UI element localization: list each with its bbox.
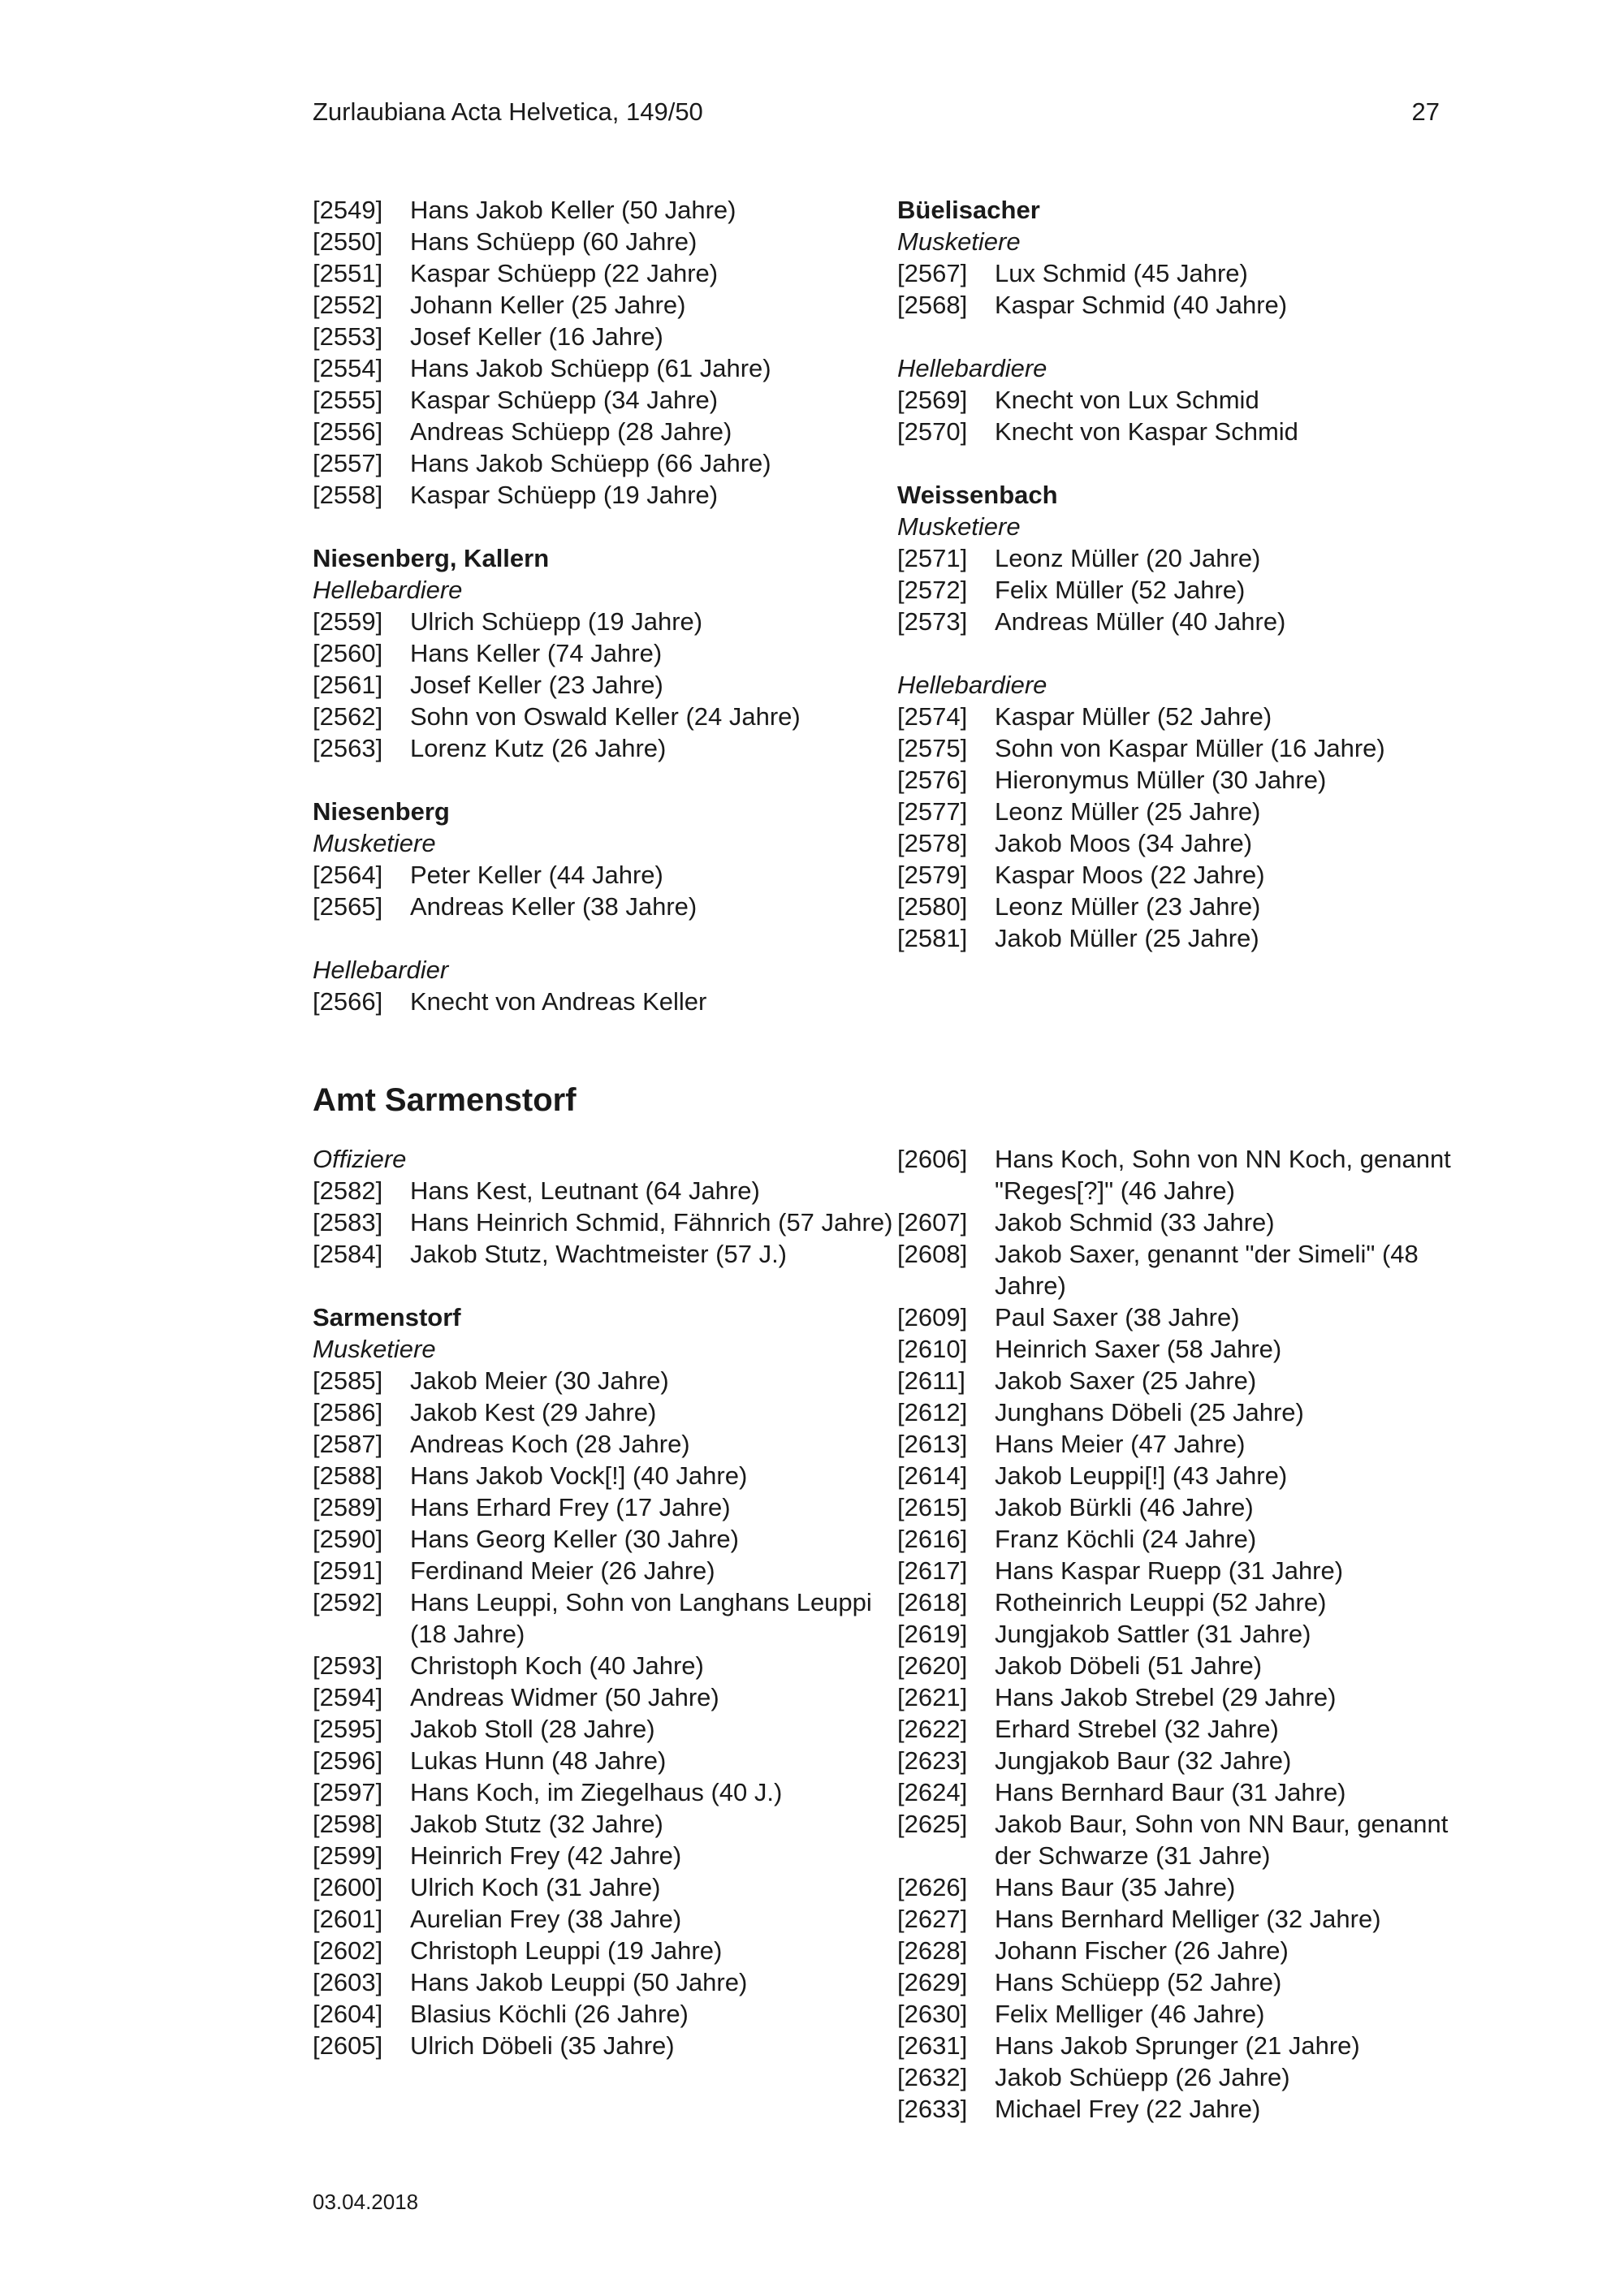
roster-entry	[897, 1776, 1482, 1808]
entry-number: [2628]	[897, 1936, 968, 1965]
entry-name: Michael Frey (22 Jahre)	[995, 2095, 1261, 2123]
entry-number: [2597]	[313, 1778, 383, 1806]
roster-entry	[313, 1966, 897, 1998]
entry-number: [2620]	[897, 1651, 968, 1680]
entry-name: Andreas Müller (40 Jahre)	[995, 607, 1286, 636]
entry-number: [2586]	[313, 1398, 383, 1426]
entry-number: [2603]	[313, 1968, 383, 1996]
entry-number: [2555]	[313, 386, 383, 414]
roster-entry	[313, 1586, 897, 1650]
entry-number: [2557]	[313, 449, 383, 477]
entry-number: [2564]	[313, 861, 383, 889]
roster-entry	[897, 1903, 1482, 1935]
roster-entry	[897, 891, 1482, 922]
rank-subheading: Hellebardiere	[313, 576, 463, 604]
entry-number: [2574]	[897, 702, 968, 731]
place-heading: Niesenberg	[313, 797, 450, 826]
top-right-column	[897, 194, 1482, 954]
roster-entry	[313, 1206, 897, 1238]
entry-name: Hans Jakob Schüepp (66 Jahre)	[410, 449, 771, 477]
entry-name: Jakob Stoll (28 Jahre)	[410, 1715, 655, 1743]
entry-name: Jakob Baur, Sohn von NN Baur, genannt der Schwarze (31 Jahre)	[995, 1810, 1449, 1870]
roster-entry	[313, 1998, 897, 2030]
entry-number: [2589]	[313, 1493, 383, 1521]
entry-number: [2622]	[897, 1715, 968, 1743]
group-spacer	[897, 321, 1482, 352]
roster-entry	[897, 1935, 1482, 1966]
roster-entry	[897, 2030, 1482, 2061]
roster-entry	[313, 1238, 897, 1270]
entry-name: Leonz Müller (20 Jahre)	[995, 544, 1261, 572]
entry-number: [2551]	[313, 259, 383, 287]
roster-entry	[313, 1871, 897, 1903]
entry-number: [2623]	[897, 1746, 968, 1775]
entry-name: Kaspar Schüepp (19 Jahre)	[410, 481, 719, 509]
bottom-right-column	[897, 1143, 1482, 2125]
entry-name: Sohn von Kaspar Müller (16 Jahre)	[995, 734, 1385, 762]
entry-number: [2606]	[897, 1145, 968, 1173]
entry-number: [2599]	[313, 1841, 383, 1870]
roster-entry	[313, 891, 897, 922]
entry-name: Jakob Kest (29 Jahre)	[410, 1398, 657, 1426]
entry-number: [2566]	[313, 987, 383, 1016]
roster-entry	[897, 1460, 1482, 1491]
entry-name: Hans Heinrich Schmid, Fähnrich (57 Jahre)	[410, 1208, 893, 1236]
roster-entry	[897, 1206, 1482, 1238]
entry-name: Jakob Saxer (25 Jahre)	[995, 1366, 1257, 1395]
roster-entry	[897, 1491, 1482, 1523]
entry-name: Kaspar Müller (52 Jahre)	[995, 702, 1272, 731]
entry-number: [2633]	[897, 2095, 968, 2123]
entry-number: [2575]	[897, 734, 968, 762]
entry-name: Andreas Koch (28 Jahre)	[410, 1430, 690, 1458]
roster-entry	[313, 669, 897, 701]
roster-entry	[897, 574, 1482, 606]
roster-entry	[313, 447, 897, 479]
rank-subheading: Offiziere	[313, 1145, 407, 1173]
group-spacer	[897, 447, 1482, 479]
entry-number: [2624]	[897, 1778, 968, 1806]
rank-subheading: Hellebardiere	[897, 671, 1047, 699]
entry-name: Hans Keller (74 Jahre)	[410, 639, 663, 667]
roster-entry	[313, 194, 897, 226]
entry-name: Felix Müller (52 Jahre)	[995, 576, 1246, 604]
entry-name: Paul Saxer (38 Jahre)	[995, 1303, 1240, 1331]
roster-entry	[897, 1713, 1482, 1745]
roster-entry	[313, 1935, 897, 1966]
entry-number: [2556]	[313, 417, 383, 446]
roster-entry	[897, 1523, 1482, 1555]
entry-name: Kaspar Schüepp (22 Jahre)	[410, 259, 719, 287]
entry-name: Knecht von Kaspar Schmid	[995, 417, 1298, 446]
entry-number: [2560]	[313, 639, 383, 667]
entry-name: Josef Keller (16 Jahre)	[410, 322, 663, 351]
roster-entry	[313, 1808, 897, 1840]
entry-name: Lux Schmid (45 Jahre)	[995, 259, 1248, 287]
entry-number: [2602]	[313, 1936, 383, 1965]
entry-name: Jakob Schmid (33 Jahre)	[995, 1208, 1275, 1236]
entry-number: [2567]	[897, 259, 968, 287]
entry-number: [2630]	[897, 2000, 968, 2028]
roster-entry	[313, 986, 897, 1017]
entry-number: [2550]	[313, 227, 383, 256]
rank-subheading: Musketiere	[897, 227, 1021, 256]
entry-number: [2565]	[313, 892, 383, 921]
entry-name: Johann Keller (25 Jahre)	[410, 291, 686, 319]
entry-number: [2561]	[313, 671, 383, 699]
roster-entry	[897, 2093, 1482, 2125]
roster-entry	[897, 1681, 1482, 1713]
entry-number: [2569]	[897, 386, 968, 414]
entry-name: Andreas Keller (38 Jahre)	[410, 892, 698, 921]
entry-name: Franz Köchli (24 Jahre)	[995, 1525, 1257, 1553]
entry-number: [2552]	[313, 291, 383, 319]
roster-entry	[313, 1903, 897, 1935]
entry-number: [2612]	[897, 1398, 968, 1426]
entry-name: Hans Kaspar Ruepp (31 Jahre)	[995, 1556, 1344, 1585]
roster-entry	[313, 606, 897, 637]
entry-number: [2626]	[897, 1873, 968, 1901]
roster-entry	[313, 2030, 897, 2061]
entry-name: Hans Schüepp (52 Jahre)	[995, 1968, 1282, 1996]
entry-name: Jungjakob Sattler (31 Jahre)	[995, 1620, 1311, 1648]
entry-number: [2573]	[897, 607, 968, 636]
entry-name: Hans Kest, Leutnant (64 Jahre)	[410, 1176, 760, 1205]
entry-number: [2631]	[897, 2031, 968, 2060]
entry-name: Aurelian Frey (38 Jahre)	[410, 1905, 682, 1933]
entry-number: [2608]	[897, 1240, 968, 1268]
group-spacer	[313, 922, 897, 954]
roster-entry	[897, 764, 1482, 796]
entry-number: [2549]	[313, 196, 383, 224]
roster-entry	[897, 1650, 1482, 1681]
entry-name: Josef Keller (23 Jahre)	[410, 671, 663, 699]
entry-number: [2613]	[897, 1430, 968, 1458]
entry-number: [2582]	[313, 1176, 383, 1205]
roster-entry	[897, 796, 1482, 827]
roster-entry	[897, 859, 1482, 891]
entry-name: Hans Koch, Sohn von NN Koch, genannt "Reges[?]" (46 Jahre)	[995, 1145, 1451, 1205]
entry-number: [2593]	[313, 1651, 383, 1680]
entry-number: [2570]	[897, 417, 968, 446]
entry-number: [2618]	[897, 1588, 968, 1616]
entry-name: Heinrich Saxer (58 Jahre)	[995, 1335, 1282, 1363]
roster-entry	[313, 1745, 897, 1776]
roster-entry	[897, 1365, 1482, 1396]
entry-name: Erhard Strebel (32 Jahre)	[995, 1715, 1279, 1743]
group-spacer	[897, 637, 1482, 669]
roster-entry	[313, 701, 897, 732]
entry-name: Heinrich Frey (42 Jahre)	[410, 1841, 682, 1870]
entry-number: [2587]	[313, 1430, 383, 1458]
entry-number: [2629]	[897, 1968, 968, 1996]
entry-name: Ulrich Koch (31 Jahre)	[410, 1873, 661, 1901]
entry-name: Hans Koch, im Ziegelhaus (40 J.)	[410, 1778, 783, 1806]
entry-number: [2601]	[313, 1905, 383, 1933]
rank-subheading: Hellebardiere	[897, 354, 1047, 382]
entry-name: Ferdinand Meier (26 Jahre)	[410, 1556, 715, 1585]
entry-number: [2571]	[897, 544, 968, 572]
roster-entry	[897, 289, 1482, 321]
entry-number: [2568]	[897, 291, 968, 319]
roster-entry	[897, 1618, 1482, 1650]
place-heading: Büelisacher	[897, 196, 1040, 224]
entry-name: Hans Jakob Keller (50 Jahre)	[410, 196, 736, 224]
entry-number: [2583]	[313, 1208, 383, 1236]
entry-name: Lorenz Kutz (26 Jahre)	[410, 734, 667, 762]
entry-number: [2610]	[897, 1335, 968, 1363]
entry-name: Ulrich Schüepp (19 Jahre)	[410, 607, 703, 636]
entry-name: Jakob Moos (34 Jahre)	[995, 829, 1253, 857]
entry-number: [2609]	[897, 1303, 968, 1331]
entry-name: Peter Keller (44 Jahre)	[410, 861, 663, 889]
entry-number: [2585]	[313, 1366, 383, 1395]
roster-entry	[313, 1396, 897, 1428]
entry-number: [2600]	[313, 1873, 383, 1901]
roster-entry	[897, 384, 1482, 416]
entry-name: Kaspar Moos (22 Jahre)	[995, 861, 1265, 889]
roster-entry	[313, 1523, 897, 1555]
roster-entry	[313, 289, 897, 321]
entry-name: Leonz Müller (25 Jahre)	[995, 797, 1261, 826]
entry-number: [2632]	[897, 2063, 968, 2091]
entry-name: Jakob Stutz, Wachtmeister (57 J.)	[410, 1240, 788, 1268]
entry-number: [2595]	[313, 1715, 383, 1743]
roster-entry	[897, 1998, 1482, 2030]
roster-entry	[313, 479, 897, 511]
roster-entry	[897, 1808, 1482, 1871]
roster-entry	[313, 1713, 897, 1745]
entry-number: [2604]	[313, 2000, 383, 2028]
entry-name: Johann Fischer (26 Jahre)	[995, 1936, 1289, 1965]
entry-number: [2596]	[313, 1746, 383, 1775]
bottom-left-column	[313, 1143, 897, 2061]
running-header	[313, 96, 1440, 128]
roster-entry	[897, 1586, 1482, 1618]
roster-entry	[897, 1966, 1482, 1998]
roster-entry	[313, 416, 897, 447]
roster-entry	[897, 1238, 1482, 1301]
entry-name: Hans Jakob Vock[!] (40 Jahre)	[410, 1461, 748, 1490]
roster-entry	[313, 226, 897, 257]
entry-name: Hans Jakob Sprunger (21 Jahre)	[995, 2031, 1360, 2060]
entry-number: [2553]	[313, 322, 383, 351]
roster-entry	[897, 1555, 1482, 1586]
entry-number: [2580]	[897, 892, 968, 921]
entry-number: [2581]	[897, 924, 968, 952]
roster-entry	[313, 257, 897, 289]
entry-name: Kaspar Schmid (40 Jahre)	[995, 291, 1288, 319]
entry-number: [2591]	[313, 1556, 383, 1585]
roster-entry	[897, 1333, 1482, 1365]
place-heading: Weissenbach	[897, 481, 1058, 509]
roster-entry	[313, 1428, 897, 1460]
entry-number: [2592]	[313, 1588, 383, 1616]
entry-number: [2619]	[897, 1620, 968, 1648]
entry-name: Hans Bernhard Baur (31 Jahre)	[995, 1778, 1346, 1806]
entry-name: Hans Erhard Frey (17 Jahre)	[410, 1493, 731, 1521]
roster-entry	[313, 637, 897, 669]
entry-number: [2627]	[897, 1905, 968, 1933]
entry-name: Christoph Leuppi (19 Jahre)	[410, 1936, 723, 1965]
roster-entry	[897, 1745, 1482, 1776]
roster-entry	[897, 2061, 1482, 2093]
entry-name: Felix Melliger (46 Jahre)	[995, 2000, 1265, 2028]
entry-name: Jakob Stutz (32 Jahre)	[410, 1810, 663, 1838]
place-heading: Niesenberg, Kallern	[313, 544, 550, 572]
roster-entry	[313, 1460, 897, 1491]
group-spacer	[313, 1270, 897, 1301]
roster-entry	[897, 701, 1482, 732]
roster-entry	[897, 1871, 1482, 1903]
entry-name: Rotheinrich Leuppi (52 Jahre)	[995, 1588, 1327, 1616]
entry-name: Ulrich Döbeli (35 Jahre)	[410, 2031, 675, 2060]
roster-entry	[313, 321, 897, 352]
entry-number: [2562]	[313, 702, 383, 731]
entry-name: Jakob Saxer, genannt "der Simeli" (48 Jahre)	[995, 1240, 1419, 1300]
entry-number: [2615]	[897, 1493, 968, 1521]
entry-name: Junghans Döbeli (25 Jahre)	[995, 1398, 1304, 1426]
entry-name: Hans Bernhard Melliger (32 Jahre)	[995, 1905, 1381, 1933]
roster-entry	[897, 542, 1482, 574]
entry-number: [2605]	[313, 2031, 383, 2060]
entry-name: Kaspar Schüepp (34 Jahre)	[410, 386, 719, 414]
roster-entry	[897, 1396, 1482, 1428]
place-heading: Sarmenstorf	[313, 1303, 461, 1331]
roster-entry	[897, 1428, 1482, 1460]
footer-date: 03.04.2018	[313, 2190, 419, 2214]
entry-name: Knecht von Lux Schmid	[995, 386, 1259, 414]
roster-entry	[313, 859, 897, 891]
entry-name: Hans Leuppi, Sohn von Langhans Leuppi (18 Jahre)	[410, 1588, 872, 1648]
entry-name: Sohn von Oswald Keller (24 Jahre)	[410, 702, 801, 731]
roster-entry	[313, 1491, 897, 1523]
top-left-column	[313, 194, 897, 1017]
entry-number: [2625]	[897, 1810, 968, 1838]
entry-number: [2572]	[897, 576, 968, 604]
group-spacer	[313, 511, 897, 542]
entry-name: Hans Schüepp (60 Jahre)	[410, 227, 698, 256]
roster-entry	[897, 257, 1482, 289]
entry-name: Hans Meier (47 Jahre)	[995, 1430, 1246, 1458]
roster-entry	[313, 1175, 897, 1206]
roster-entry	[313, 1840, 897, 1871]
roster-entry	[313, 1650, 897, 1681]
roster-entry	[313, 352, 897, 384]
entry-number: [2611]	[897, 1366, 965, 1395]
entry-number: [2607]	[897, 1208, 968, 1236]
entry-name: Hans Georg Keller (30 Jahre)	[410, 1525, 739, 1553]
entry-name: Andreas Schüepp (28 Jahre)	[410, 417, 732, 446]
roster-entry	[897, 922, 1482, 954]
entry-name: Jakob Meier (30 Jahre)	[410, 1366, 669, 1395]
entry-number: [2579]	[897, 861, 968, 889]
entry-name: Hieronymus Müller (30 Jahre)	[995, 766, 1327, 794]
entry-name: Jakob Bürkli (46 Jahre)	[995, 1493, 1254, 1521]
entry-number: [2584]	[313, 1240, 383, 1268]
entry-number: [2588]	[313, 1461, 383, 1490]
entry-name: Christoph Koch (40 Jahre)	[410, 1651, 704, 1680]
entry-name: Hans Jakob Leuppi (50 Jahre)	[410, 1968, 748, 1996]
entry-name: Blasius Köchli (26 Jahre)	[410, 2000, 689, 2028]
entry-number: [2621]	[897, 1683, 968, 1711]
roster-entry	[897, 732, 1482, 764]
entry-number: [2577]	[897, 797, 968, 826]
entry-name: Andreas Widmer (50 Jahre)	[410, 1683, 719, 1711]
entry-name: Hans Jakob Strebel (29 Jahre)	[995, 1683, 1337, 1711]
entry-number: [2614]	[897, 1461, 968, 1490]
roster-entry	[897, 606, 1482, 637]
entry-number: [2598]	[313, 1810, 383, 1838]
section-title: Amt Sarmenstorf	[313, 1082, 577, 1118]
roster-entry	[897, 416, 1482, 447]
entry-number: [2594]	[313, 1683, 383, 1711]
roster-entry	[313, 1365, 897, 1396]
page-number: 27	[1411, 97, 1440, 126]
roster-entry	[897, 827, 1482, 859]
entry-name: Hans Jakob Schüepp (61 Jahre)	[410, 354, 771, 382]
roster-entry	[313, 1776, 897, 1808]
entry-number: [2558]	[313, 481, 383, 509]
entry-name: Jakob Döbeli (51 Jahre)	[995, 1651, 1263, 1680]
rank-subheading: Musketiere	[897, 512, 1021, 541]
group-spacer	[313, 764, 897, 796]
journal-title: Zurlaubiana Acta Helvetica, 149/50	[313, 97, 703, 126]
entry-name: Jakob Müller (25 Jahre)	[995, 924, 1259, 952]
roster-entry	[313, 384, 897, 416]
rank-subheading: Musketiere	[313, 829, 436, 857]
entry-number: [2617]	[897, 1556, 968, 1585]
entry-name: Jakob Leuppi[!] (43 Jahre)	[995, 1461, 1288, 1490]
entry-name: Hans Baur (35 Jahre)	[995, 1873, 1236, 1901]
entry-name: Jakob Schüepp (26 Jahre)	[995, 2063, 1290, 2091]
roster-entry	[313, 1681, 897, 1713]
roster-entry	[897, 1301, 1482, 1333]
rank-subheading: Musketiere	[313, 1335, 436, 1363]
entry-number: [2590]	[313, 1525, 383, 1553]
entry-number: [2559]	[313, 607, 383, 636]
entry-name: Knecht von Andreas Keller	[410, 987, 707, 1016]
roster-entry	[313, 732, 897, 764]
roster-entry	[897, 1143, 1482, 1206]
entry-number: [2576]	[897, 766, 968, 794]
entry-number: [2616]	[897, 1525, 968, 1553]
roster-entry	[313, 1555, 897, 1586]
rank-subheading: Hellebardier	[313, 956, 449, 984]
entry-number: [2563]	[313, 734, 383, 762]
entry-name: Lukas Hunn (48 Jahre)	[410, 1746, 667, 1775]
entry-name: Jungjakob Baur (32 Jahre)	[995, 1746, 1292, 1775]
entry-number: [2554]	[313, 354, 383, 382]
entry-name: Leonz Müller (23 Jahre)	[995, 892, 1261, 921]
entry-number: [2578]	[897, 829, 968, 857]
